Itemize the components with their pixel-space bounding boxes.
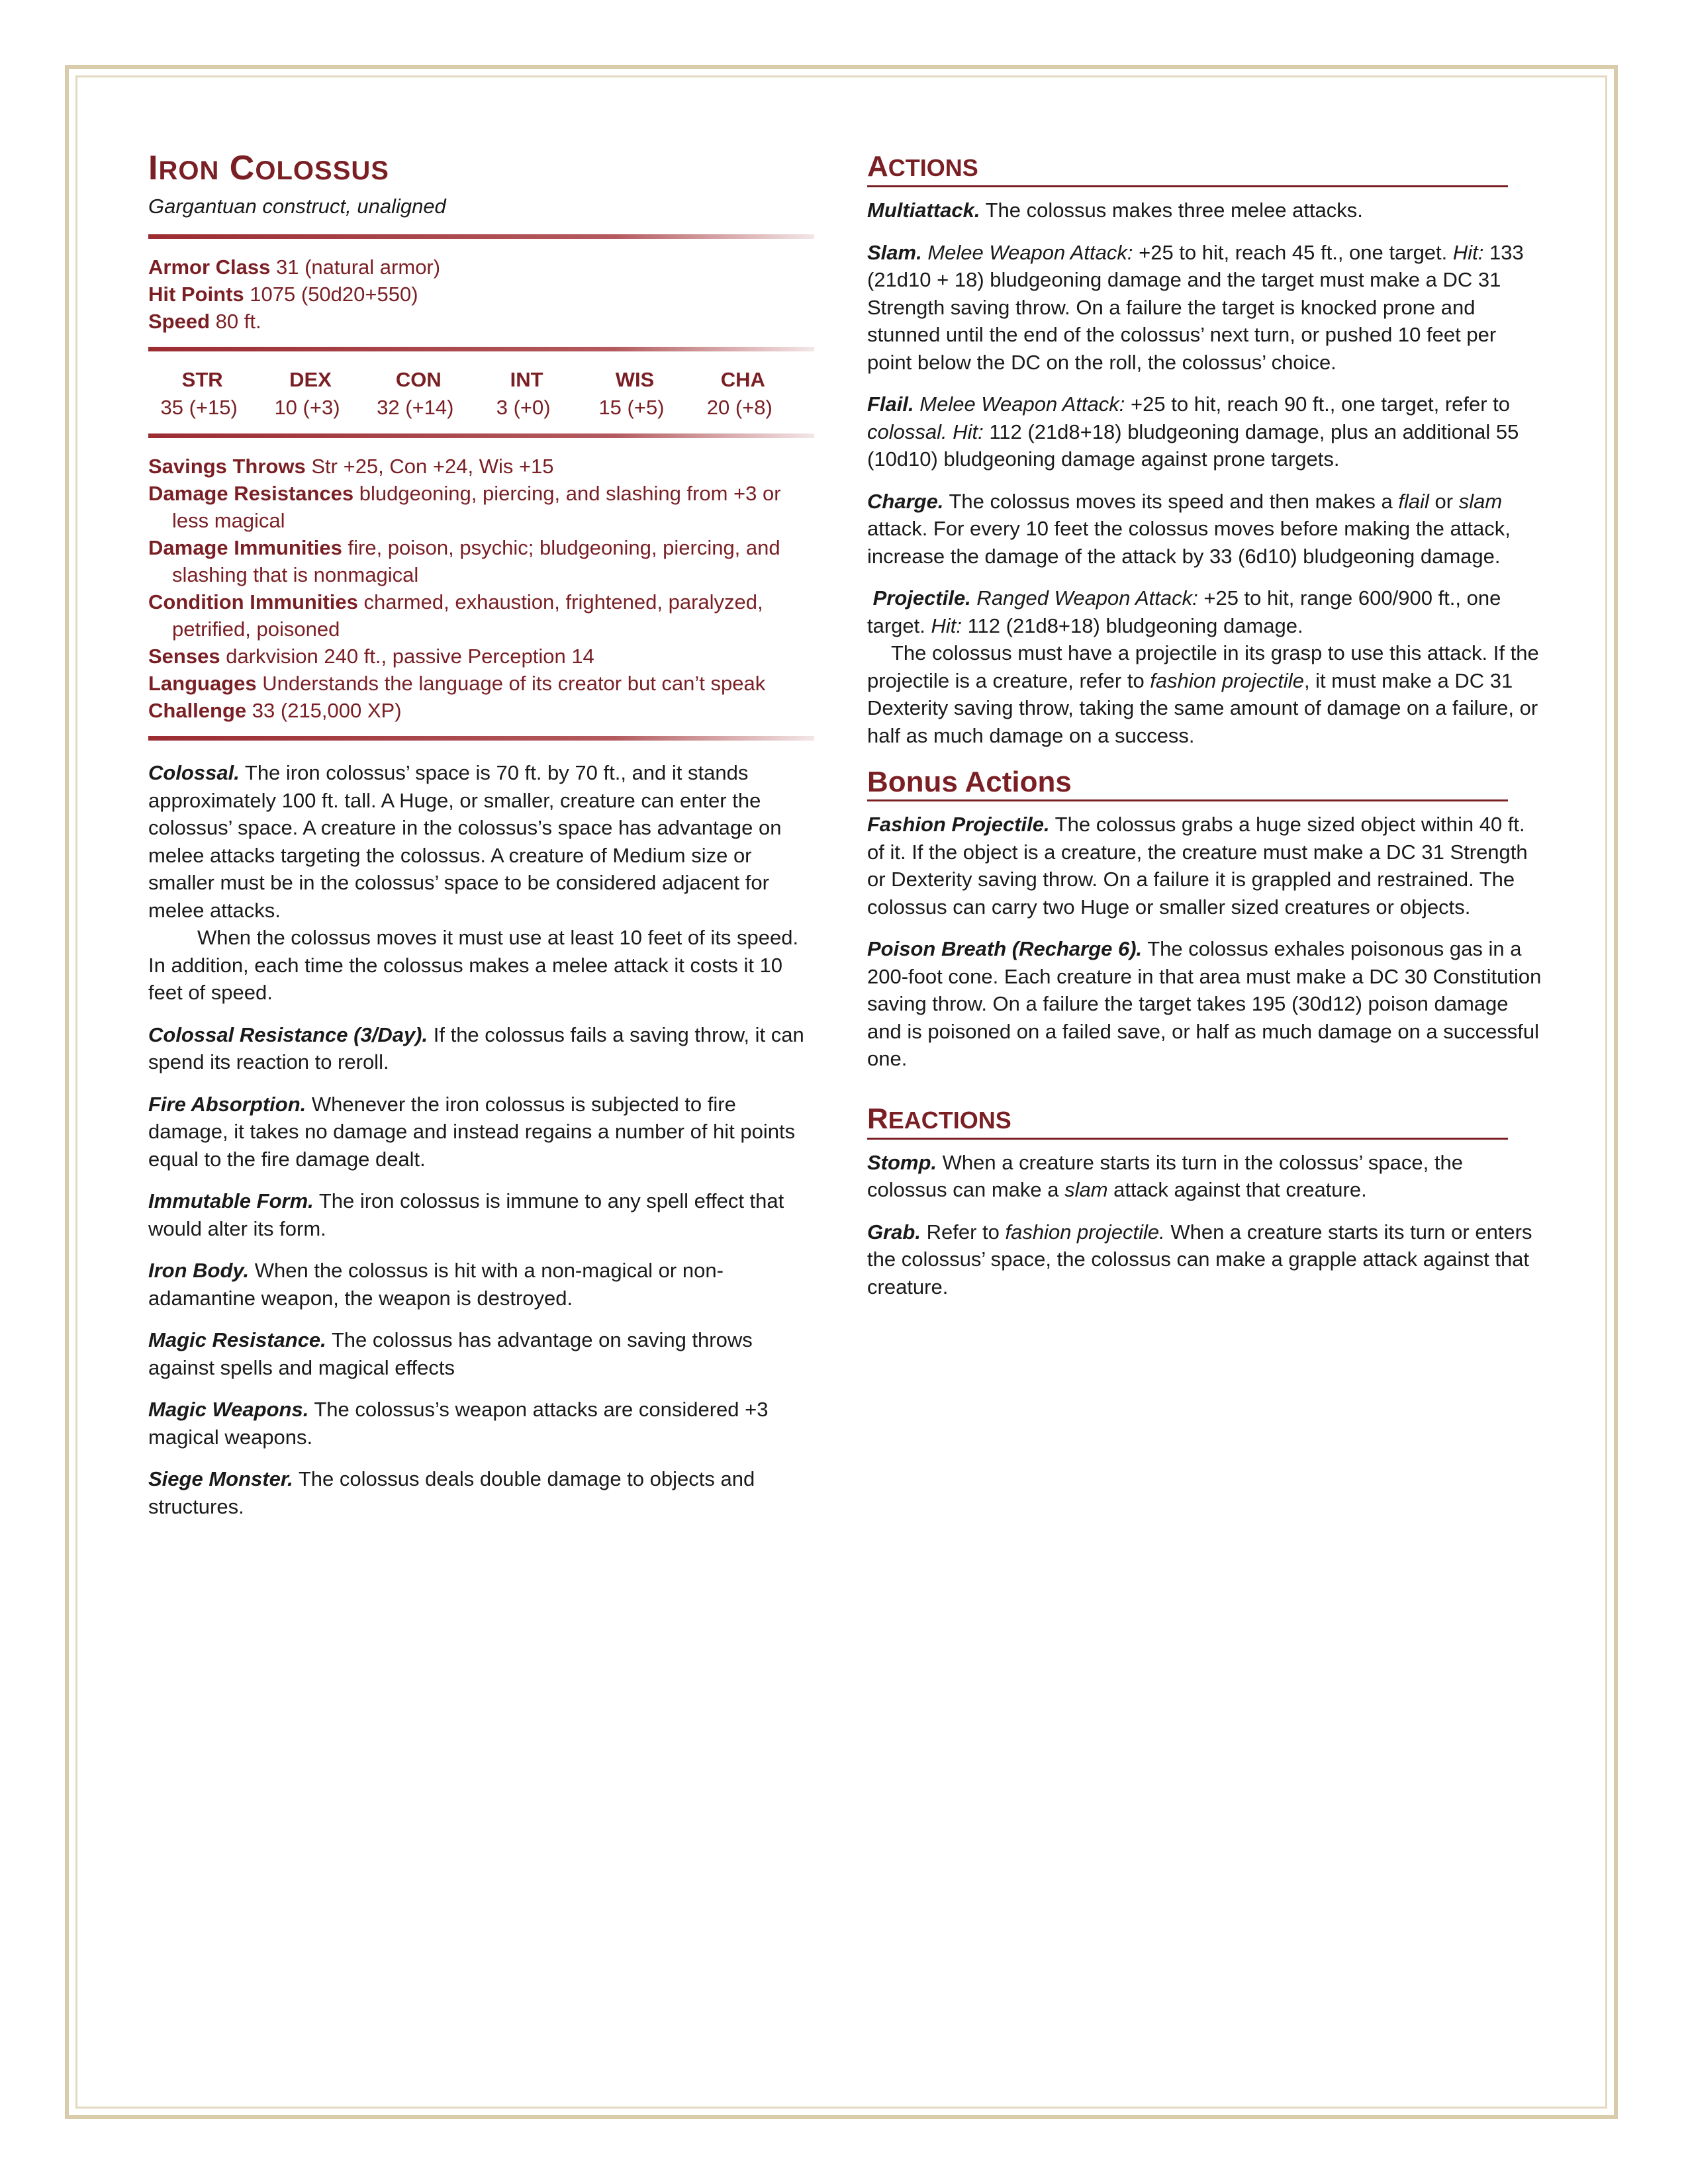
ability-wis: WIS 15 (+5) xyxy=(598,368,665,419)
trait-immutable-form: Immutable Form. The iron colossus is immune to any spell effect that would alter its form. xyxy=(148,1189,784,1240)
trait-siege-monster: Siege Monster. The colossus deals double damage to objects and structures. xyxy=(148,1467,755,1518)
divider xyxy=(148,433,814,438)
trait-fire-absorption: Fire Absorption. Whenever the iron colossus is subjected to fire damage, it takes no damage and instead regains a number of hit points equal to the fire damage dealt. xyxy=(148,1092,796,1171)
armor-class: Armor Class 31 (natural armor) xyxy=(148,255,441,279)
trait-colossal-movement: When the colossus moves it must use at least 10 feet of its speed. In addition, each time the colossus makes a melee attack it costs it 10 feet of speed. xyxy=(148,926,799,1004)
hit-points: Hit Points 1075 (50d20+550) xyxy=(148,283,418,306)
action-projectile: Projectile. Ranged Weapon Attack: +25 to hit, range 600/900 ft., one target. Hit: 112 (21d8+18) bludgeoning damage. xyxy=(867,586,1501,637)
action-multiattack: Multiattack. The colossus makes three melee attacks. xyxy=(867,199,1363,222)
trait-colossal: Colossal. The iron colossus’ space is 70 ft. by 70 ft., and it stands approximately 100 ft. tall. A Huge, or smaller, creature can enter the colossus’ space. A creature in the colossus’s space has advantage on melee attacks targeting the colossus. A creature of Medium size or smaller must be in the colossus’ space to be considered adjacent for melee attacks. xyxy=(148,761,782,922)
divider xyxy=(148,234,814,239)
reactions-heading: REACTIONS xyxy=(867,1102,1508,1140)
monster-type: Gargantuan construct, unaligned xyxy=(148,195,446,218)
divider xyxy=(148,347,814,351)
bonus-poison-breath: Poison Breath (Recharge 6). The colossus exhales poisonous gas in a 200-foot cone. Each creature in that area must make a DC 30 Constitution saving throw. On a failure the target takes 195 (30d12) poison damage and is poisoned on a failed save, or half as much damage on a successful one. xyxy=(867,937,1542,1070)
stat-block-left-column xyxy=(148,147,814,1535)
basic-stats xyxy=(148,253,814,335)
ability-str: STR 35 (+15) xyxy=(160,368,238,419)
bonus-fashion-projectile: Fashion Projectile. The colossus grabs a huge sized object within 40 ft. of it. If the object is a creature, the creature must make a DC 31 Strength or Dexterity saving throw. On a failure it is grappled and restrained. The colossus can carry two Huge or smaller sized creatures or objects. xyxy=(867,813,1528,919)
languages: Languages Understands the language of its creator but can’t speak xyxy=(148,672,766,695)
damage-resistances: Damage Resistances bludgeoning, piercing, and slashing from +3 or less magical xyxy=(148,482,781,532)
saving-throws: Savings Throws Str +25, Con +24, Wis +15 xyxy=(148,455,554,478)
action-projectile-details: The colossus must have a projectile in its grasp to use this attack. If the projectile is a creature, refer to fashion projectile, it must make a DC 31 Dexterity saving throw, taking the same amount of damage on a failure, or half as much damage on a success. xyxy=(867,641,1539,747)
reaction-grab: Grab. Refer to fashion projectile. When a creature starts its turn or enters the colossus’ space, the colossus can make a grapple attack against that creature. xyxy=(867,1220,1532,1298)
actions-heading: ACTIONS xyxy=(867,150,1508,187)
ability-int: INT 3 (+0) xyxy=(496,368,551,419)
action-charge: Charge. The colossus moves its speed and then makes a flail or slam attack. For every 10 feet the colossus moves before making the attack, increase the damage of the attack by 33 (6d10) bludgeoning damage. xyxy=(867,489,1511,568)
trait-colossal-resistance: Colossal Resistance (3/Day). If the colossus fails a saving throw, it can spend its reaction to reroll. xyxy=(148,1023,804,1073)
action-flail: Flail. Melee Weapon Attack: +25 to hit, reach 90 ft., one target, refer to colossal. Hit: 112 (21d8+18) bludgeoning damage, plus an additional 55 (10d10) bludgeoning damage against prone targets. xyxy=(867,392,1519,471)
damage-immunities: Damage Immunities fire, poison, psychic; bludgeoning, piercing, and slashing that is nonmagical xyxy=(148,536,780,586)
stat-block-right-column xyxy=(867,150,1542,1315)
trait-iron-body: Iron Body. When the colossus is hit with a non-magical or non-adamantine weapon, the weapon is destroyed. xyxy=(148,1259,724,1310)
condition-immunities: Condition Immunities charmed, exhaustion, frightened, paralyzed, petrified, poisoned xyxy=(148,590,763,641)
action-slam: Slam. Melee Weapon Attack: +25 to hit, reach 45 ft., one target. Hit: 133 (21d10 + 18) bludgeoning damage and the target must make a DC 31 Strength saving throw. On a failure the target is knocked prone and stunned until the end of the colossus’ next turn, or pushed 10 feet per point below the DC on the roll, the colossus’ choice. xyxy=(867,240,1524,374)
ability-dex: DEX 10 (+3) xyxy=(274,368,340,419)
speed: Speed 80 ft. xyxy=(148,310,261,333)
ability-scores xyxy=(148,366,797,422)
challenge: Challenge 33 (215,000 XP) xyxy=(148,699,402,722)
bonus-actions-heading: Bonus Actions xyxy=(867,765,1508,801)
trait-magic-resistance: Magic Resistance. The colossus has advantage on saving throws against spells and magical effects xyxy=(148,1328,753,1379)
traits xyxy=(148,759,814,1520)
divider xyxy=(148,736,814,741)
ability-cha: CHA 20 (+8) xyxy=(706,368,773,419)
senses: Senses darkvision 240 ft., passive Perception 14 xyxy=(148,645,594,668)
trait-magic-weapons: Magic Weapons. The colossus’s weapon attacks are considered +3 magical weapons. xyxy=(148,1398,769,1449)
detail-stats xyxy=(148,453,814,724)
reaction-stomp: Stomp. When a creature starts its turn in the colossus’ space, the colossus can make a slam attack against that creature. xyxy=(867,1150,1463,1201)
ability-con: CON 32 (+14) xyxy=(377,368,454,419)
monster-name: IRON COLOSSUS xyxy=(148,149,389,187)
